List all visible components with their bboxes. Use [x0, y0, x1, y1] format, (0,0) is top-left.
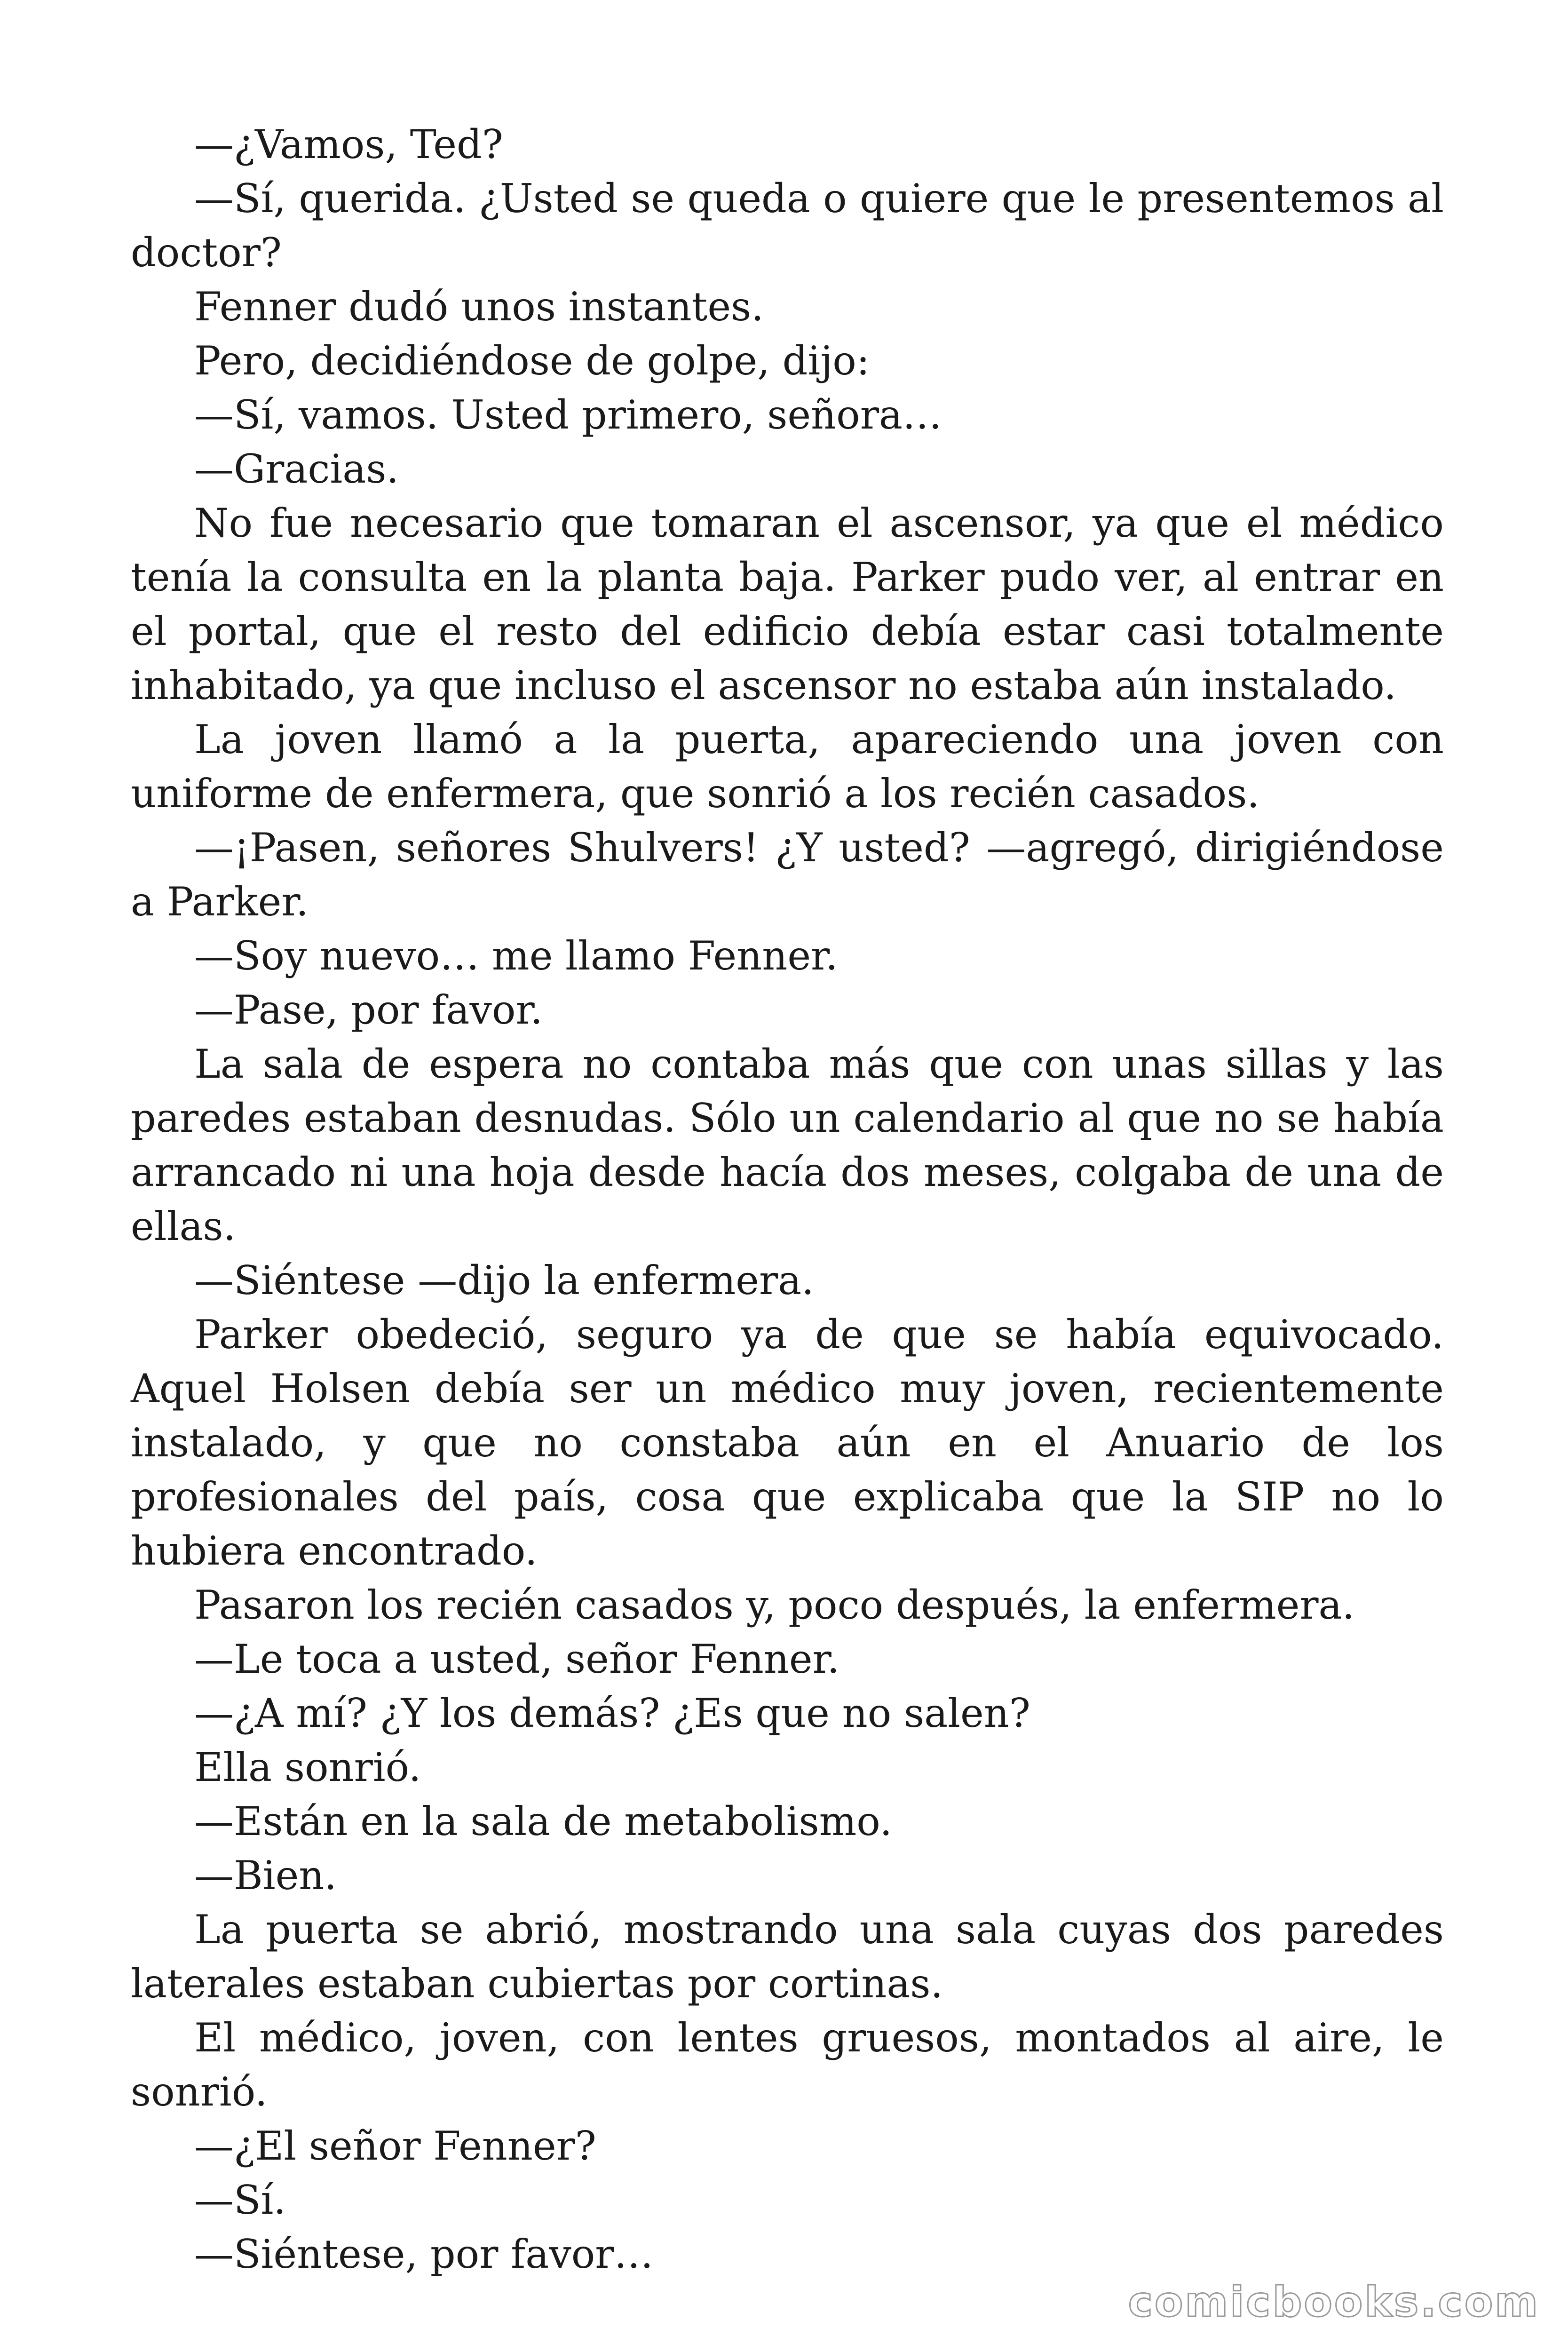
paragraph: —Están en la sala de metabolismo.: [194, 1798, 893, 1844]
paragraph: —¡Pasen, señores Shulvers! ¿Y usted? —agregó, dirigiéndose a Parker.: [131, 825, 1444, 925]
paragraph: —Siéntese, por favor…: [194, 2231, 654, 2277]
paragraph: No fue necesario que tomaran el ascensor, ya que el médico tenía la consulta en la planta baja. Parker pudo ver, al entrar en el portal, que el resto del edificio debía estar casi totalmente inhabitado, ya que incluso el ascensor no estaba aún instalado.: [131, 500, 1444, 708]
paragraph: —Bien.: [194, 1852, 337, 1899]
paragraph: Ella sonrió.: [194, 1744, 421, 1790]
paragraph: —Sí.: [194, 2177, 286, 2223]
paragraph: Parker obedeció, seguro ya de que se había equivocado. Aquel Holsen debía ser un médico muy joven, recientemente instalado, y que no constaba aún en el Anuario de los profesionales del país, cosa que explicaba que la SIP no lo hubiera encontrado.: [131, 1311, 1444, 1574]
paragraph: —Sí, vamos. Usted primero, señora…: [194, 392, 942, 438]
paragraph: La puerta se abrió, mostrando una sala cuyas dos paredes laterales estaban cubiertas por cortinas.: [131, 1907, 1444, 2007]
paragraph: Fenner dudó unos instantes.: [194, 284, 764, 330]
paragraph: —¿Vamos, Ted?: [194, 121, 503, 167]
paragraph: El médico, joven, con lentes gruesos, montados al aire, le sonrió.: [131, 2015, 1444, 2115]
paragraph: —Pase, por favor.: [194, 987, 543, 1033]
paragraph: —Soy nuevo… me llamo Fenner.: [194, 933, 838, 979]
paragraph: La sala de espera no contaba más que con unas sillas y las paredes estaban desnudas. Sólo un calendario al que no se había arrancado ni una hoja desde hacía dos meses, colgaba de una de ellas.: [131, 1041, 1444, 1249]
paragraph: Pasaron los recién casados y, poco después, la enfermera.: [194, 1582, 1355, 1628]
paragraph: —Sí, querida. ¿Usted se queda o quiere que le presentemos al doctor?: [131, 175, 1444, 276]
paragraph: —Gracias.: [194, 446, 399, 492]
watermark: comicbooks.com: [1128, 2278, 1540, 2326]
body-text: [131, 118, 1444, 2281]
paragraph: Pero, decidiéndose de golpe, dijo:: [194, 338, 870, 384]
paragraph: —Le toca a usted, señor Fenner.: [194, 1636, 840, 1682]
paragraph: —¿A mí? ¿Y los demás? ¿Es que no salen?: [194, 1690, 1030, 1736]
paragraph: La joven llamó a la puerta, apareciendo una joven con uniforme de enfermera, que sonrió a los recién casados.: [131, 716, 1444, 817]
paragraph: —Siéntese —dijo la enfermera.: [194, 1257, 814, 1303]
paragraph: —¿El señor Fenner?: [194, 2123, 596, 2169]
